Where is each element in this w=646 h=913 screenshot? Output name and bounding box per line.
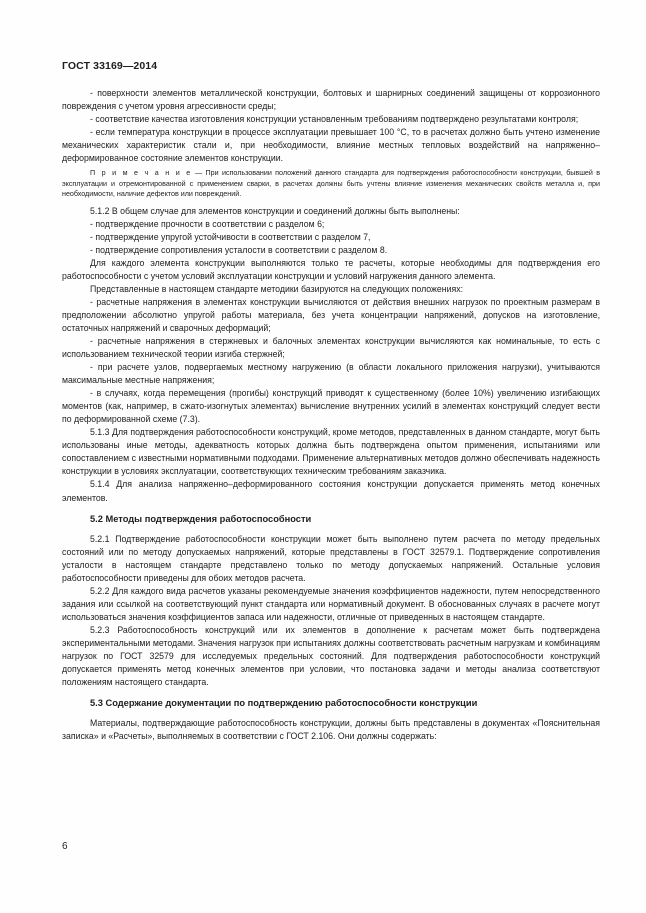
list-item: - подтверждение прочности в соответствии с разделом 6; xyxy=(90,218,325,229)
clause-5-1-4: 5.1.4 Для анализа напряженно–деформированного состояния конструкции допускается применять метод конечных элементов. xyxy=(62,479,600,503)
list-item: - подтверждение сопротивления усталости в соответствии с разделом 8. xyxy=(90,244,388,255)
paragraph-each-element: Для каждого элемента конструкции выполняются только те расчеты, которые необходимы для подтверждения его работоспособности с учетом условий эксплуатации конструкции и условий нагружения данного элемента. xyxy=(62,257,600,281)
clause-5-2-2: 5.2.2 Для каждого вида расчетов указаны рекомендуемые значения коэффициентов надежности, путем непосредственного задания или ссылкой на соответствующий пункт стандарта или нормативный документ. В обоснованных случаях в расчете могут использоваться значения коэффициентов запаса или надежности, отличные от приведенных в настоящем стандарте. xyxy=(62,585,600,622)
paragraph-methods: Представленные в настоящем стандарте методики базируются на следующих положениях: xyxy=(90,283,464,294)
note-label: П р и м е ч а н и е xyxy=(90,169,192,178)
document-body xyxy=(62,87,600,743)
list-item: - подтверждение упругой устойчивости в соответствии с разделом 7, xyxy=(90,231,371,242)
list-item: - расчетные напряжения в стержневых и балочных элементах конструкции вычисляются как номинальные, то есть с использованием технической теории изгиба стержней; xyxy=(62,335,600,360)
section-heading-5-3: 5.3 Содержание документации по подтверждению работоспособности конструкции xyxy=(90,698,478,709)
page-number: 6 xyxy=(62,841,68,852)
section-heading-5-2: 5.2 Методы подтверждения работоспособности xyxy=(90,513,312,524)
clause-5-3: Материалы, подтверждающие работоспособность конструкции, должны быть представлены в документах «Пояснительная записка» и «Расчеты», выполняемых в соответствии с ГОСТ 2.106. Они должны содержать: xyxy=(62,718,600,742)
clause-5-2-3: 5.2.3 Работоспособность конструкций или их элементов в дополнение к расчетам может быть подтверждена экспериментальными методами. Значения нагрузок при испытаниях должны соответствовать расчетным нагрузкам и комбинациям нагрузок по ГОСТ 32579 для исследуемых предельных состояний. Для подтверждения работоспособности конструкций допускается применять метод конечных элементов при условии, что постановка задачи и методы анализа соответствуют положениям настоящего стандарта. xyxy=(62,624,600,688)
list-item: - расчетные напряжения в элементах конструкции вычисляются от действия внешних нагрузок по проектным размерам в предположении абсолютно упругой работы материала, без учета концентрации напряжений, допусков на изготовление, остаточных напряжений и сварочных деформаций; xyxy=(62,296,600,333)
clause-5-2-1: 5.2.1 Подтверждение работоспособности конструкции может быть выполнено путем расчета по методу предельных состояний или по методу допускаемых напряжений, которые представлены в ГОСТ 32579.1. Подтверждение сопротивления усталости в настоящем стандарте представлено только по методу допускаемых напряжений. Остальные условия работоспособности приведены для обоих методов расчета. xyxy=(62,533,600,583)
clause-5-1-2: 5.1.2 В общем случае для элементов конструкции и соединений должны быть выполнены: xyxy=(90,205,460,216)
clause-5-1-3: 5.1.3 Для подтверждения работоспособности конструкций, кроме методов, представленных в данном стандарте, могут быть использованы иные методы, адекватность которых должна быть подтверждена опытом применения, испытаниями или сопоставлением с известными нормативными подходами. Применение альтернативных методов должно обеспечивать надежность конструкции в условиях эксплуатации, соответствующих техническим требованиям заказчика. xyxy=(62,427,600,477)
list-item: - в случаях, когда перемещения (прогибы) конструкций приводят к существенному (более 10%) увеличению изгибающих моментов (как, например, в сжато-изогнутых элементах) вычисление внутренних усилий в элементах конструкций следует вести по деформированной схеме (7.3). xyxy=(62,388,600,425)
list-item: - поверхности элементов металлической конструкции, болтовых и шарнирных соединений защищены от коррозионного повреждения с учетом уровня агрессивности среды; xyxy=(62,88,600,112)
note-dash: — xyxy=(191,169,206,178)
note-paragraph xyxy=(62,168,600,199)
note-text: При использовании положений данного стандарта для подтверждения работоспособности конструкции, бывшей в эксплуатации и отремонтированной с применением сварки, в расчетах должны быть учтены влияние изменения механических свойств металла и, при необходимости, наличие дефектов или повреждений. xyxy=(62,169,600,199)
list-item: - соответствие качества изготовления конструкции установленным требованиям подтверждено результатами контроля; xyxy=(90,114,579,125)
document-header: ГОСТ 33169—2014 xyxy=(62,60,158,72)
list-item: - при расчете узлов, подвергаемых местному нагружению (в области локального приложения нагрузки), учитываются максимальные местные напряжения; xyxy=(62,362,600,386)
list-item: - если температура конструкции в процессе эксплуатации превышает 100 °С, то в расчетах должно быть учтено изменение механических характеристик стали и, при необходимости, влияние местных тепловых воздействий на напряженно–деформированное состояние элементов конструкции. xyxy=(62,127,600,164)
